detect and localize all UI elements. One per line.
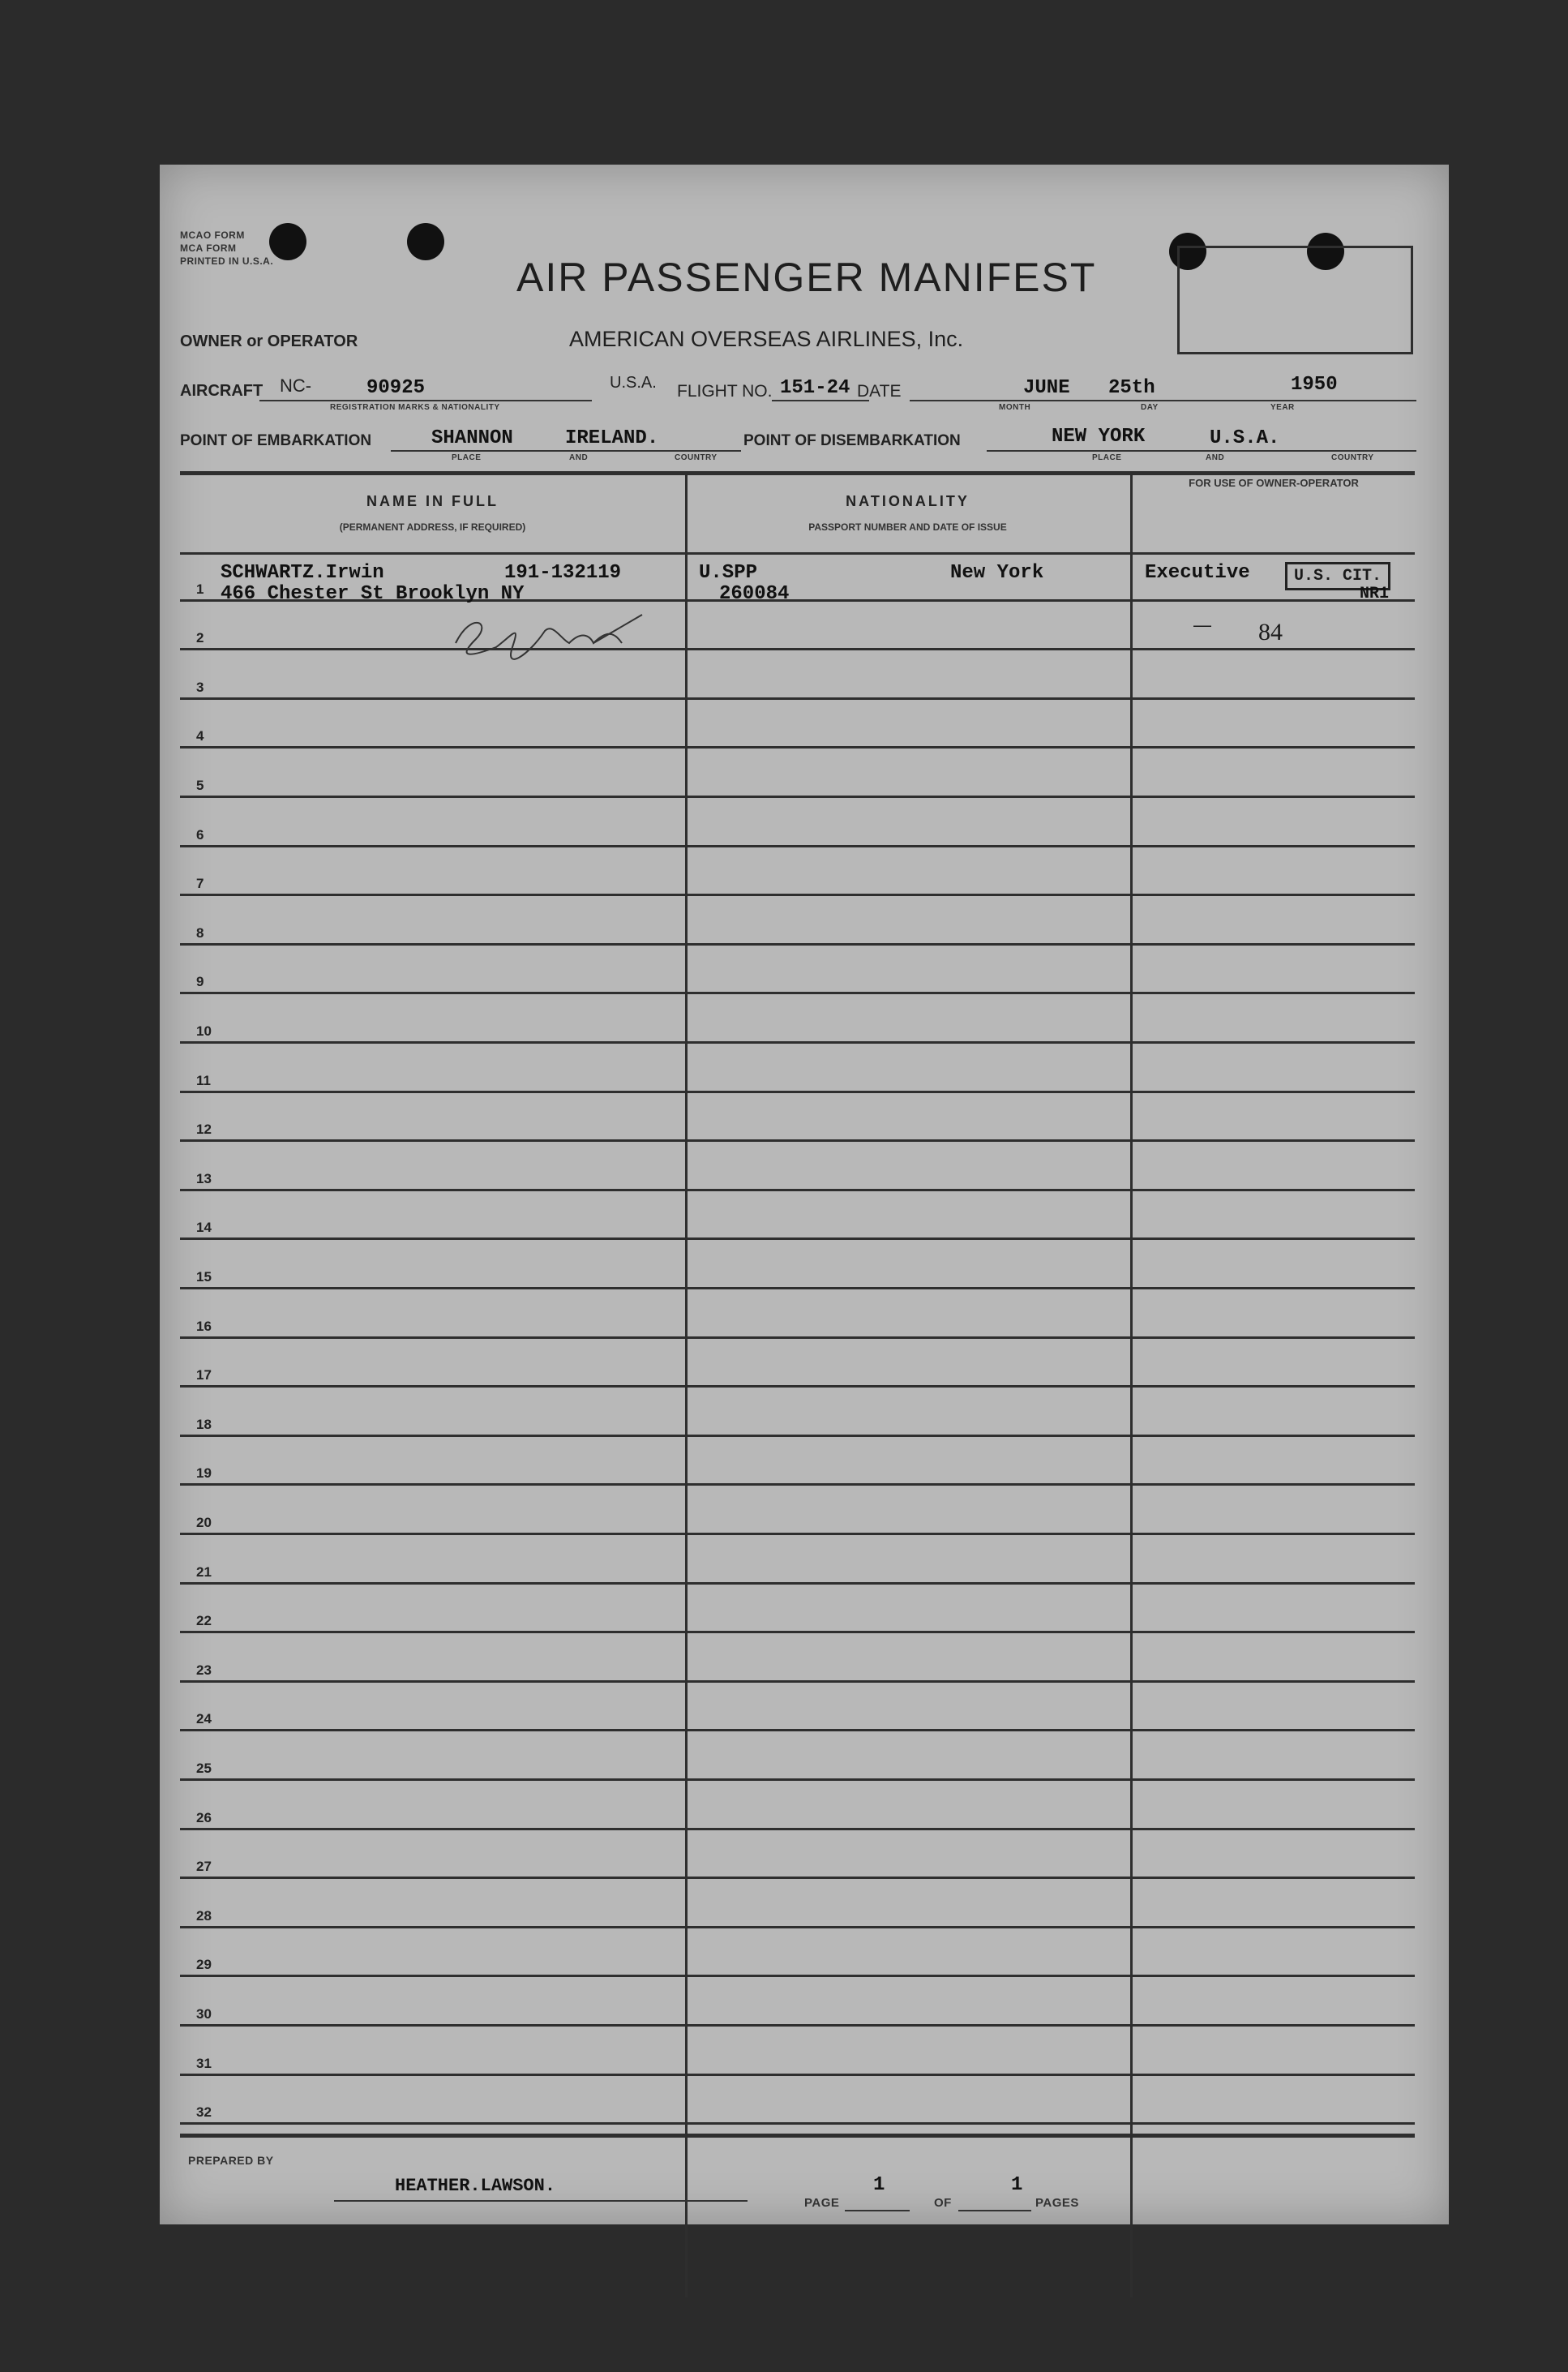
row-number: 19: [196, 1465, 212, 1482]
of-value: 1: [1011, 2174, 1023, 2196]
disembark-country: U.S.A.: [1210, 427, 1280, 449]
table-row: [180, 1142, 1415, 1191]
citizenship-stamp: U.S. CIT.: [1285, 562, 1390, 590]
table-row: [180, 1585, 1415, 1634]
row-number: 30: [196, 2005, 212, 2022]
embark-country: IRELAND.: [565, 427, 659, 449]
table-row: [180, 700, 1415, 749]
row-number: 4: [196, 728, 204, 744]
row-number: 24: [196, 1711, 212, 1727]
owner-value: AMERICAN OVERSEAS AIRLINES, Inc.: [569, 327, 964, 351]
day-value: 25th: [1108, 377, 1155, 399]
table-row: [180, 1486, 1415, 1535]
corner-box: [1177, 246, 1413, 354]
and-caption-2: AND: [1206, 453, 1225, 462]
table-row: [180, 1830, 1415, 1880]
row-number: 3: [196, 679, 204, 695]
table-row: [180, 1191, 1415, 1241]
punch-hole: [269, 223, 306, 260]
passenger-ticket: 191-132119: [504, 562, 622, 584]
row-number: 23: [196, 1662, 212, 1678]
country-caption-2: COUNTRY: [1331, 453, 1374, 462]
manifest-form: [160, 165, 1449, 2224]
table-row: [180, 1928, 1415, 1978]
row-number: 28: [196, 1907, 212, 1924]
row2-number: 84: [1258, 619, 1283, 646]
date-label: DATE: [857, 382, 902, 401]
row-number: 9: [196, 974, 204, 990]
flight-value: 151-24: [780, 377, 850, 399]
row-number: 15: [196, 1268, 212, 1285]
and-caption: AND: [569, 453, 589, 462]
prepared-by-label: PREPARED BY: [188, 2154, 274, 2167]
row-number: 5: [196, 777, 204, 793]
page-value: 1: [873, 2174, 885, 2196]
passenger-nationality: U.SPP: [699, 562, 758, 584]
table-row: [180, 1781, 1415, 1830]
row-number: 25: [196, 1760, 212, 1776]
table-row: [180, 1731, 1415, 1781]
row-number: 27: [196, 1859, 212, 1875]
table-row: [180, 650, 1415, 700]
page-label: PAGE: [804, 2196, 840, 2210]
pages-label: PAGES: [1035, 2196, 1079, 2210]
table-row: [180, 1388, 1415, 1437]
year-value: 1950: [1291, 374, 1338, 396]
flight-label: FLIGHT NO.: [677, 382, 773, 401]
table-row: [180, 748, 1415, 798]
country-caption: COUNTRY: [675, 453, 718, 462]
row-number: 11: [196, 1072, 211, 1088]
owner-label: OWNER or OPERATOR: [180, 332, 358, 350]
row-number: 17: [196, 1367, 212, 1383]
signature-scribble: [448, 607, 658, 663]
nationality-header: NATIONALITY: [846, 493, 970, 509]
table-row: [180, 1289, 1415, 1339]
table-top-rule: [180, 471, 1415, 475]
day-caption: DAY: [1141, 403, 1159, 412]
owner-use-header: FOR USE OF OWNER-OPERATOR: [1189, 477, 1359, 489]
table-row: [180, 1437, 1415, 1486]
table-row: [180, 847, 1415, 897]
passenger-passport: 260084: [719, 583, 790, 605]
row-number: 6: [196, 826, 204, 843]
row-number: 32: [196, 2104, 212, 2121]
dash-mark: —: [1193, 615, 1211, 635]
table-row: [180, 1044, 1415, 1093]
disembark-label: POINT OF DISEMBARKATION: [743, 432, 961, 449]
row-number: 10: [196, 1023, 212, 1039]
table-row: [180, 1683, 1415, 1732]
row-number: 13: [196, 1170, 212, 1186]
row-number: 1: [196, 581, 204, 597]
usa-label: U.S.A.: [610, 374, 657, 392]
form-id-line1: MCAO FORM: [180, 229, 245, 241]
row-number: 31: [196, 2055, 212, 2071]
table-row: [180, 2076, 1415, 2125]
year-caption: YEAR: [1270, 403, 1295, 412]
table-row: [180, 1977, 1415, 2027]
of-label: OF: [934, 2196, 952, 2210]
row-number: 26: [196, 1809, 212, 1825]
table-row: [180, 798, 1415, 847]
table-bottom-rule: [180, 2134, 1415, 2138]
table-row: [180, 1879, 1415, 1928]
row-number: 22: [196, 1613, 212, 1629]
name-subheader: (PERMANENT ADDRESS, IF REQUIRED): [339, 521, 526, 533]
passenger-name: SCHWARTZ.Irwin: [221, 562, 384, 584]
row-number: 18: [196, 1416, 212, 1432]
row-number: 14: [196, 1220, 212, 1236]
form-title: AIR PASSENGER MANIFEST: [516, 255, 1097, 300]
table-row: [180, 1535, 1415, 1585]
table-row: [180, 896, 1415, 946]
passenger-occupation: Executive: [1145, 562, 1250, 584]
row-number: 29: [196, 1957, 212, 1973]
row-number: 12: [196, 1122, 212, 1138]
table-row: [180, 946, 1415, 995]
form-id-line2: MCA FORM: [180, 242, 237, 254]
disembark-place: NEW YORK: [1052, 426, 1146, 448]
stamp-note: NR1: [1360, 585, 1390, 603]
nationality-subheader: PASSPORT NUMBER AND DATE OF ISSUE: [808, 521, 1007, 533]
table-row: [180, 994, 1415, 1044]
registration-caption: REGISTRATION MARKS & NATIONALITY: [330, 403, 500, 412]
row-number: 21: [196, 1563, 212, 1580]
embark-label: POINT OF EMBARKATION: [180, 432, 372, 449]
row-number: 16: [196, 1318, 212, 1334]
table-row: [180, 1093, 1415, 1143]
row-number: 7: [196, 876, 204, 892]
place-caption-2: PLACE: [1092, 453, 1122, 462]
table-row: [180, 1633, 1415, 1683]
passenger-address: 466 Chester St Brooklyn NY: [221, 583, 525, 605]
passenger-city: New York: [950, 562, 1044, 584]
embark-place: SHANNON: [431, 427, 513, 449]
month-value: JUNE: [1023, 377, 1070, 399]
month-caption: MONTH: [999, 403, 1031, 412]
punch-hole: [407, 223, 444, 260]
printed-in-usa: PRINTED IN U.S.A.: [180, 255, 274, 267]
table-row: [180, 602, 1415, 651]
name-header: NAME IN FULL: [366, 493, 499, 509]
table-row: [180, 2027, 1415, 2076]
row-number: 8: [196, 924, 204, 941]
table-row: [180, 1339, 1415, 1388]
aircraft-prefix: NC-: [280, 375, 312, 396]
aircraft-value: 90925: [366, 377, 426, 399]
aircraft-label: AIRCRAFT: [180, 382, 263, 400]
row-number: 20: [196, 1514, 212, 1530]
row-number: 2: [196, 630, 204, 646]
place-caption: PLACE: [452, 453, 482, 462]
table-row: [180, 1240, 1415, 1289]
prepared-by-value: HEATHER.LAWSON.: [395, 2176, 556, 2196]
